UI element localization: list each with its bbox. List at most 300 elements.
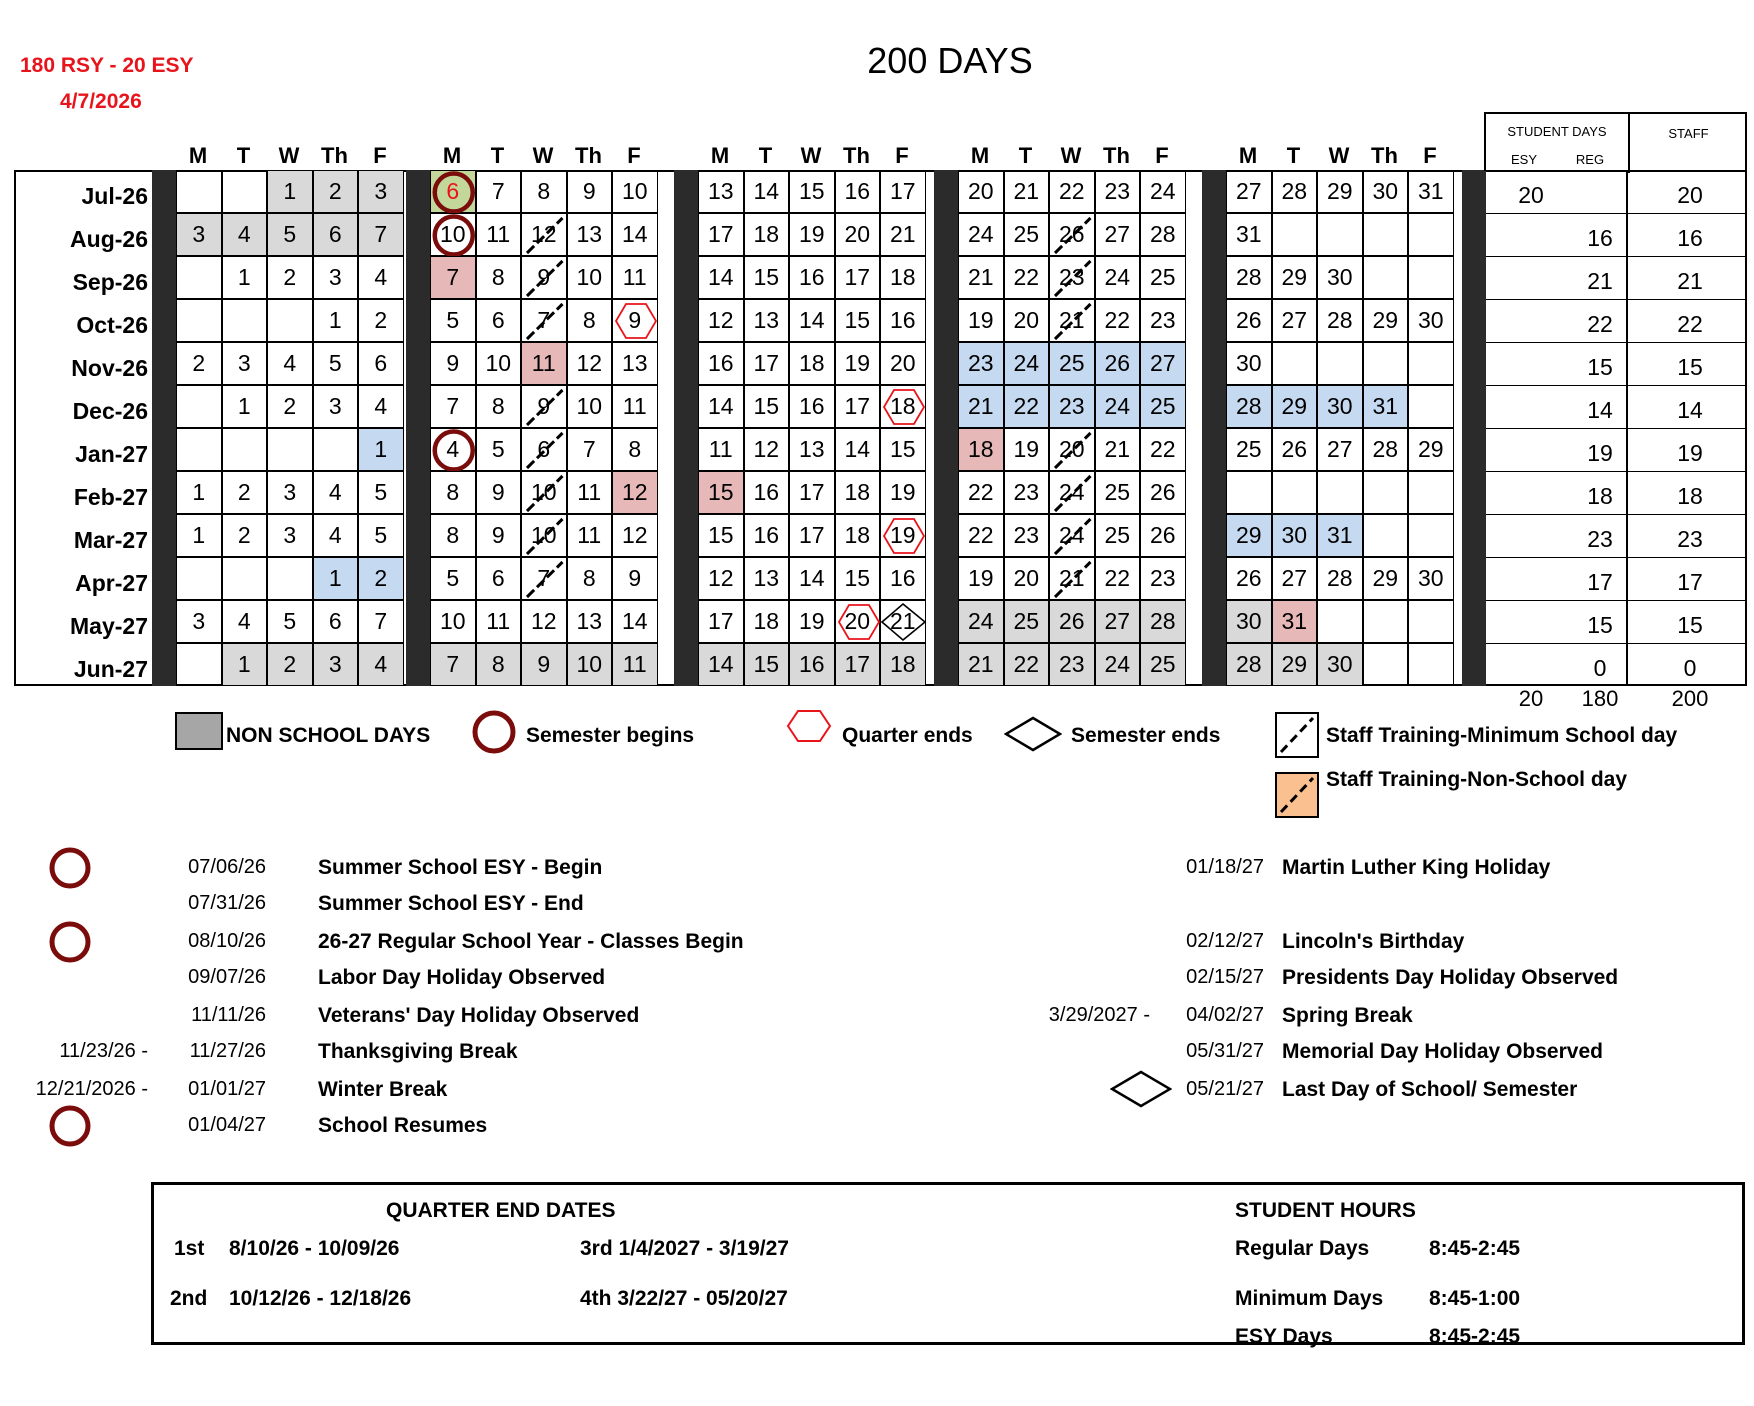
calendar-day bbox=[1004, 600, 1050, 643]
day-header: W bbox=[1328, 143, 1350, 168]
calendar-day bbox=[1226, 213, 1272, 256]
day-number: 26 bbox=[1104, 350, 1131, 376]
calendar-day bbox=[612, 213, 658, 256]
day-number: 21 bbox=[967, 393, 994, 419]
day-number: 1 bbox=[237, 393, 251, 419]
calendar-day bbox=[1408, 428, 1454, 471]
calendar-day bbox=[1317, 170, 1363, 213]
day-header: Th bbox=[1371, 143, 1398, 168]
calendar-day bbox=[1004, 557, 1050, 600]
day-number: 24 bbox=[1149, 178, 1176, 204]
day-number: 8 bbox=[537, 178, 551, 204]
day-number: 27 bbox=[1104, 221, 1131, 247]
calendar-day bbox=[612, 600, 658, 643]
calendar-day bbox=[958, 385, 1004, 428]
calendar-day bbox=[1095, 557, 1141, 600]
calendar-day bbox=[789, 557, 835, 600]
day-number: 5 bbox=[491, 436, 505, 462]
calendar-day bbox=[698, 428, 744, 471]
calendar-day bbox=[521, 600, 567, 643]
day-number: 9 bbox=[628, 565, 642, 591]
calendar-day bbox=[1095, 428, 1141, 471]
day-number: 29 bbox=[1281, 264, 1308, 290]
calendar-day bbox=[1363, 385, 1409, 428]
day-number: 2 bbox=[283, 393, 297, 419]
calendar-day bbox=[1004, 256, 1050, 299]
day-number: 28 bbox=[1281, 178, 1308, 204]
day-number: 23 bbox=[1013, 522, 1040, 548]
day-number: 29 bbox=[1372, 307, 1399, 333]
day-number: 9 bbox=[537, 393, 551, 419]
calendar-day bbox=[222, 170, 268, 213]
day-number: 11 bbox=[708, 436, 733, 462]
legend-semester-ends: Semester ends bbox=[1071, 724, 1221, 747]
calendar-day bbox=[521, 342, 567, 385]
day-number: 13 bbox=[798, 436, 825, 462]
calendar-day bbox=[176, 170, 222, 213]
day-number: 19 bbox=[889, 479, 916, 505]
day-header: M bbox=[188, 143, 208, 168]
day-number: 12 bbox=[753, 436, 780, 462]
day-number: 13 bbox=[753, 565, 780, 591]
day-number: 25 bbox=[1013, 608, 1040, 634]
day-header: Th bbox=[843, 143, 870, 168]
calendar-day bbox=[1408, 557, 1454, 600]
calendar-day bbox=[1004, 471, 1050, 514]
calendar-day bbox=[358, 170, 404, 213]
calendar-day bbox=[612, 428, 658, 471]
calendar-day bbox=[1317, 514, 1363, 557]
calendar-day bbox=[567, 557, 613, 600]
day-number: 4 bbox=[374, 393, 388, 419]
calendar-day bbox=[430, 170, 476, 213]
regular-days-hours: 8:45-2:45 bbox=[1429, 1237, 1521, 1260]
semester-ends-icon bbox=[1004, 716, 1062, 752]
calendar-day bbox=[1140, 471, 1186, 514]
plan-summary: 180 RSY - 20 ESY bbox=[20, 54, 194, 77]
day-number: 7 bbox=[374, 221, 388, 247]
calendar-day bbox=[430, 342, 476, 385]
day-number: 11 bbox=[622, 651, 647, 677]
day-number: 28 bbox=[1235, 393, 1262, 419]
staff-days-value: 21 bbox=[1677, 268, 1703, 294]
calendar-day bbox=[313, 299, 359, 342]
day-number: 4 bbox=[283, 350, 297, 376]
day-number: 29 bbox=[1281, 393, 1308, 419]
calendar-day bbox=[222, 213, 268, 256]
day-header: F bbox=[895, 143, 909, 168]
calendar-day bbox=[1363, 256, 1409, 299]
day-number: 5 bbox=[328, 350, 342, 376]
calendar-day bbox=[567, 600, 613, 643]
non-school-swatch bbox=[175, 712, 223, 750]
week-separator bbox=[934, 170, 958, 686]
calendar-day bbox=[1363, 170, 1409, 213]
calendar-day bbox=[612, 170, 658, 213]
day-number: 24 bbox=[1013, 350, 1040, 376]
calendar-day bbox=[835, 557, 881, 600]
event-date: 02/12/27 bbox=[1186, 930, 1264, 952]
day-number: 4 bbox=[374, 264, 388, 290]
day-number: 2 bbox=[328, 178, 342, 204]
calendar-day bbox=[1140, 428, 1186, 471]
month-label: Aug-26 bbox=[70, 226, 148, 252]
day-number: 14 bbox=[621, 221, 648, 247]
calendar-day bbox=[313, 514, 359, 557]
day-number: 22 bbox=[1104, 565, 1131, 591]
event-date: 04/02/27 bbox=[1186, 1004, 1264, 1026]
calendar-day bbox=[1049, 643, 1095, 686]
calendar-day bbox=[789, 299, 835, 342]
calendar-day bbox=[1140, 385, 1186, 428]
calendar-day bbox=[698, 600, 744, 643]
day-number: 22 bbox=[1013, 393, 1040, 419]
calendar-day bbox=[612, 342, 658, 385]
calendar-day bbox=[430, 385, 476, 428]
day-number: 23 bbox=[967, 350, 994, 376]
calendar-day bbox=[567, 170, 613, 213]
day-number: 11 bbox=[577, 479, 602, 505]
regular-days-label: Regular Days bbox=[1235, 1237, 1370, 1260]
day-number: 1 bbox=[328, 565, 342, 591]
calendar-day bbox=[835, 213, 881, 256]
day-number: 12 bbox=[576, 350, 603, 376]
reg-header: REG bbox=[1575, 152, 1605, 167]
event-description: Summer School ESY - Begin bbox=[318, 856, 603, 879]
calendar-day bbox=[880, 213, 926, 256]
calendar-day bbox=[1226, 256, 1272, 299]
day-number: 28 bbox=[1326, 307, 1353, 333]
day-number: 18 bbox=[889, 393, 916, 419]
calendar-day bbox=[567, 643, 613, 686]
calendar-day bbox=[1317, 471, 1363, 514]
calendar-day bbox=[567, 256, 613, 299]
calendar-day bbox=[358, 643, 404, 686]
day-number: 30 bbox=[1326, 264, 1353, 290]
day-header: Th bbox=[321, 143, 348, 168]
minimum-days-label: Minimum Days bbox=[1235, 1287, 1384, 1310]
calendar-day bbox=[1004, 428, 1050, 471]
day-number: 31 bbox=[1326, 522, 1353, 548]
day-number: 18 bbox=[798, 350, 825, 376]
calendar-day bbox=[1408, 385, 1454, 428]
day-header: M bbox=[710, 143, 730, 168]
day-number: 17 bbox=[844, 651, 871, 677]
calendar-day bbox=[880, 471, 926, 514]
calendar-day bbox=[1095, 514, 1141, 557]
calendar-day bbox=[476, 557, 522, 600]
calendar-day bbox=[176, 471, 222, 514]
day-number: 30 bbox=[1326, 393, 1353, 419]
event-date: 05/21/27 bbox=[1186, 1078, 1264, 1100]
calendar-day bbox=[1363, 600, 1409, 643]
day-number: 14 bbox=[798, 565, 825, 591]
day-number: 8 bbox=[582, 307, 596, 333]
day-number: 28 bbox=[1235, 264, 1262, 290]
day-number: 19 bbox=[967, 307, 994, 333]
day-header: W bbox=[532, 143, 554, 168]
calendar-day bbox=[880, 342, 926, 385]
calendar-day bbox=[1317, 213, 1363, 256]
day-number: 16 bbox=[889, 307, 916, 333]
calendar-day bbox=[267, 471, 313, 514]
day-number: 17 bbox=[889, 178, 916, 204]
calendar-day bbox=[1317, 643, 1363, 686]
calendar-day bbox=[1049, 256, 1095, 299]
calendar-day bbox=[789, 471, 835, 514]
event-date-from: 12/21/2026 - bbox=[35, 1078, 148, 1100]
month-label: Jul-26 bbox=[81, 183, 148, 209]
calendar-day bbox=[1317, 600, 1363, 643]
calendar-day bbox=[835, 643, 881, 686]
calendar-day bbox=[176, 213, 222, 256]
day-number: 16 bbox=[798, 393, 825, 419]
day-number: 11 bbox=[531, 350, 556, 376]
day-number: 3 bbox=[283, 522, 297, 548]
day-number: 1 bbox=[237, 651, 251, 677]
calendar-day bbox=[835, 342, 881, 385]
calendar-day bbox=[612, 643, 658, 686]
calendar-day bbox=[222, 471, 268, 514]
day-number: 28 bbox=[1326, 565, 1353, 591]
revision-date: 4/7/2026 bbox=[60, 90, 142, 113]
day-header: F bbox=[1423, 143, 1437, 168]
day-number: 28 bbox=[1372, 436, 1399, 462]
day-number: 6 bbox=[491, 307, 505, 333]
calendar-day bbox=[789, 256, 835, 299]
day-number: 21 bbox=[967, 264, 994, 290]
event-description: Winter Break bbox=[318, 1078, 448, 1101]
day-number: 22 bbox=[1058, 178, 1085, 204]
calendar-day bbox=[1049, 170, 1095, 213]
calendar-day bbox=[1317, 428, 1363, 471]
day-number: 20 bbox=[889, 350, 916, 376]
staff-days-value: 22 bbox=[1677, 311, 1703, 337]
month-label: Apr-27 bbox=[75, 570, 148, 596]
esy-days-label: ESY Days bbox=[1235, 1325, 1333, 1348]
day-number: 4 bbox=[328, 479, 342, 505]
day-number: 7 bbox=[537, 565, 551, 591]
calendar-day bbox=[698, 643, 744, 686]
semester-begins-icon bbox=[46, 844, 94, 892]
calendar-day bbox=[958, 170, 1004, 213]
calendar-day bbox=[358, 299, 404, 342]
calendar-day bbox=[567, 385, 613, 428]
day-number: 21 bbox=[889, 221, 916, 247]
day-number: 12 bbox=[530, 221, 557, 247]
calendar-day bbox=[313, 557, 359, 600]
day-number: 22 bbox=[1104, 307, 1131, 333]
total-staff: 200 bbox=[1671, 686, 1709, 711]
calendar-day bbox=[880, 428, 926, 471]
calendar-day bbox=[176, 514, 222, 557]
calendar-day bbox=[744, 643, 790, 686]
calendar-day bbox=[1408, 342, 1454, 385]
day-number: 4 bbox=[374, 651, 388, 677]
day-number: 31 bbox=[1281, 608, 1308, 634]
event-description: Veterans' Day Holiday Observed bbox=[318, 1004, 640, 1027]
event-date: 07/06/26 bbox=[188, 856, 266, 878]
calendar-day bbox=[744, 600, 790, 643]
calendar-day bbox=[1226, 428, 1272, 471]
calendar-day bbox=[176, 428, 222, 471]
event-date: 11/27/26 bbox=[189, 1040, 266, 1062]
calendar-day bbox=[880, 170, 926, 213]
day-number: 26 bbox=[1149, 479, 1176, 505]
calendar-day bbox=[267, 256, 313, 299]
student-days-title: STUDENT DAYS bbox=[1507, 124, 1607, 139]
day-number: 29 bbox=[1372, 565, 1399, 591]
calendar-day bbox=[222, 385, 268, 428]
calendar-day bbox=[430, 428, 476, 471]
calendar-day bbox=[267, 385, 313, 428]
day-number: 10 bbox=[576, 264, 603, 290]
day-number: 4 bbox=[328, 522, 342, 548]
calendar-day bbox=[1363, 557, 1409, 600]
calendar-day bbox=[476, 471, 522, 514]
day-number: 13 bbox=[576, 608, 603, 634]
day-number: 1 bbox=[374, 436, 388, 462]
calendar-day bbox=[267, 170, 313, 213]
calendar-day bbox=[313, 256, 359, 299]
day-number: 10 bbox=[530, 479, 557, 505]
staff-days-value: 19 bbox=[1677, 440, 1703, 466]
day-number: 17 bbox=[844, 264, 871, 290]
day-number: 30 bbox=[1372, 178, 1399, 204]
calendar-day bbox=[521, 428, 567, 471]
calendar-day bbox=[958, 471, 1004, 514]
legend-quarter-ends: Quarter ends bbox=[842, 724, 973, 747]
day-number: 25 bbox=[1013, 221, 1040, 247]
day-number: 15 bbox=[889, 436, 916, 462]
event-description: Presidents Day Holiday Observed bbox=[1282, 966, 1619, 989]
calendar-day bbox=[1095, 643, 1141, 686]
calendar-day bbox=[880, 514, 926, 557]
day-number: 5 bbox=[446, 565, 460, 591]
calendar-day bbox=[1140, 557, 1186, 600]
calendar-day bbox=[1317, 385, 1363, 428]
calendar-day bbox=[1226, 600, 1272, 643]
reg-days-value: 15 bbox=[1587, 354, 1613, 380]
calendar-day bbox=[1049, 213, 1095, 256]
day-number: 15 bbox=[753, 264, 780, 290]
reg-days-value: 22 bbox=[1587, 311, 1613, 337]
calendar-day bbox=[1272, 600, 1318, 643]
week-separator bbox=[674, 170, 698, 686]
calendar-day bbox=[698, 557, 744, 600]
calendar-day bbox=[880, 600, 926, 643]
day-number: 15 bbox=[844, 565, 871, 591]
day-number: 20 bbox=[1058, 436, 1085, 462]
day-number: 8 bbox=[446, 479, 460, 505]
calendar-day bbox=[1363, 342, 1409, 385]
calendar-day bbox=[430, 256, 476, 299]
calendar-day bbox=[958, 557, 1004, 600]
event-date: 01/01/27 bbox=[188, 1078, 266, 1100]
calendar-day bbox=[476, 299, 522, 342]
day-header: W bbox=[278, 143, 300, 168]
day-number: 2 bbox=[192, 350, 206, 376]
staff-training-non-icon bbox=[1275, 772, 1319, 818]
q3-dates: 3rd 1/4/2027 - 3/19/27 bbox=[580, 1237, 789, 1260]
day-number: 27 bbox=[1281, 565, 1308, 591]
calendar-day bbox=[1140, 299, 1186, 342]
calendar-day bbox=[267, 213, 313, 256]
day-number: 19 bbox=[798, 608, 825, 634]
calendar-day bbox=[430, 557, 476, 600]
calendar-day bbox=[567, 342, 613, 385]
calendar-day bbox=[1049, 514, 1095, 557]
day-header: M bbox=[442, 143, 462, 168]
day-number: 14 bbox=[621, 608, 648, 634]
calendar-day bbox=[958, 643, 1004, 686]
calendar-day bbox=[567, 514, 613, 557]
day-number: 7 bbox=[446, 264, 460, 290]
day-number: 24 bbox=[967, 608, 994, 634]
calendar-day bbox=[176, 299, 222, 342]
day-number: 9 bbox=[491, 479, 505, 505]
calendar-day bbox=[476, 213, 522, 256]
calendar-day bbox=[313, 471, 359, 514]
day-number: 3 bbox=[237, 350, 251, 376]
calendar-day bbox=[358, 342, 404, 385]
day-number: 23 bbox=[1058, 651, 1085, 677]
calendar-day bbox=[521, 170, 567, 213]
day-number: 14 bbox=[798, 307, 825, 333]
event-date: 07/31/26 bbox=[188, 892, 266, 914]
day-number: 26 bbox=[1235, 565, 1262, 591]
calendar-day bbox=[958, 213, 1004, 256]
day-number: 23 bbox=[1013, 479, 1040, 505]
day-header: Th bbox=[1103, 143, 1130, 168]
staff-days-value: 15 bbox=[1677, 612, 1703, 638]
calendar-day bbox=[698, 170, 744, 213]
day-number: 29 bbox=[1281, 651, 1308, 677]
calendar-day bbox=[176, 600, 222, 643]
day-number: 14 bbox=[844, 436, 871, 462]
legend-staff-non: Staff Training-Non-School day bbox=[1326, 768, 1628, 791]
calendar-day bbox=[1226, 170, 1272, 213]
day-number: 9 bbox=[491, 522, 505, 548]
calendar-day bbox=[1272, 299, 1318, 342]
calendar-day bbox=[1049, 385, 1095, 428]
semester-ends-icon bbox=[1110, 1070, 1172, 1108]
day-number: 17 bbox=[844, 393, 871, 419]
day-number: 22 bbox=[1149, 436, 1176, 462]
calendar-day bbox=[1095, 600, 1141, 643]
calendar-day bbox=[176, 385, 222, 428]
day-number: 3 bbox=[192, 221, 206, 247]
event-description: Memorial Day Holiday Observed bbox=[1282, 1040, 1603, 1063]
day-header: F bbox=[373, 143, 387, 168]
day-number: 21 bbox=[1013, 178, 1040, 204]
day-number: 13 bbox=[576, 221, 603, 247]
calendar-day bbox=[1272, 342, 1318, 385]
day-number: 14 bbox=[707, 651, 734, 677]
day-number: 7 bbox=[374, 608, 388, 634]
day-number: 1 bbox=[237, 264, 251, 290]
calendar-day bbox=[176, 256, 222, 299]
day-number: 30 bbox=[1235, 608, 1262, 634]
calendar-day bbox=[612, 471, 658, 514]
day-number: 25 bbox=[1058, 350, 1085, 376]
calendar-day bbox=[835, 256, 881, 299]
day-number: 15 bbox=[844, 307, 871, 333]
day-number: 3 bbox=[283, 479, 297, 505]
day-number: 28 bbox=[1235, 651, 1262, 677]
calendar-day bbox=[222, 643, 268, 686]
day-number: 23 bbox=[1149, 565, 1176, 591]
